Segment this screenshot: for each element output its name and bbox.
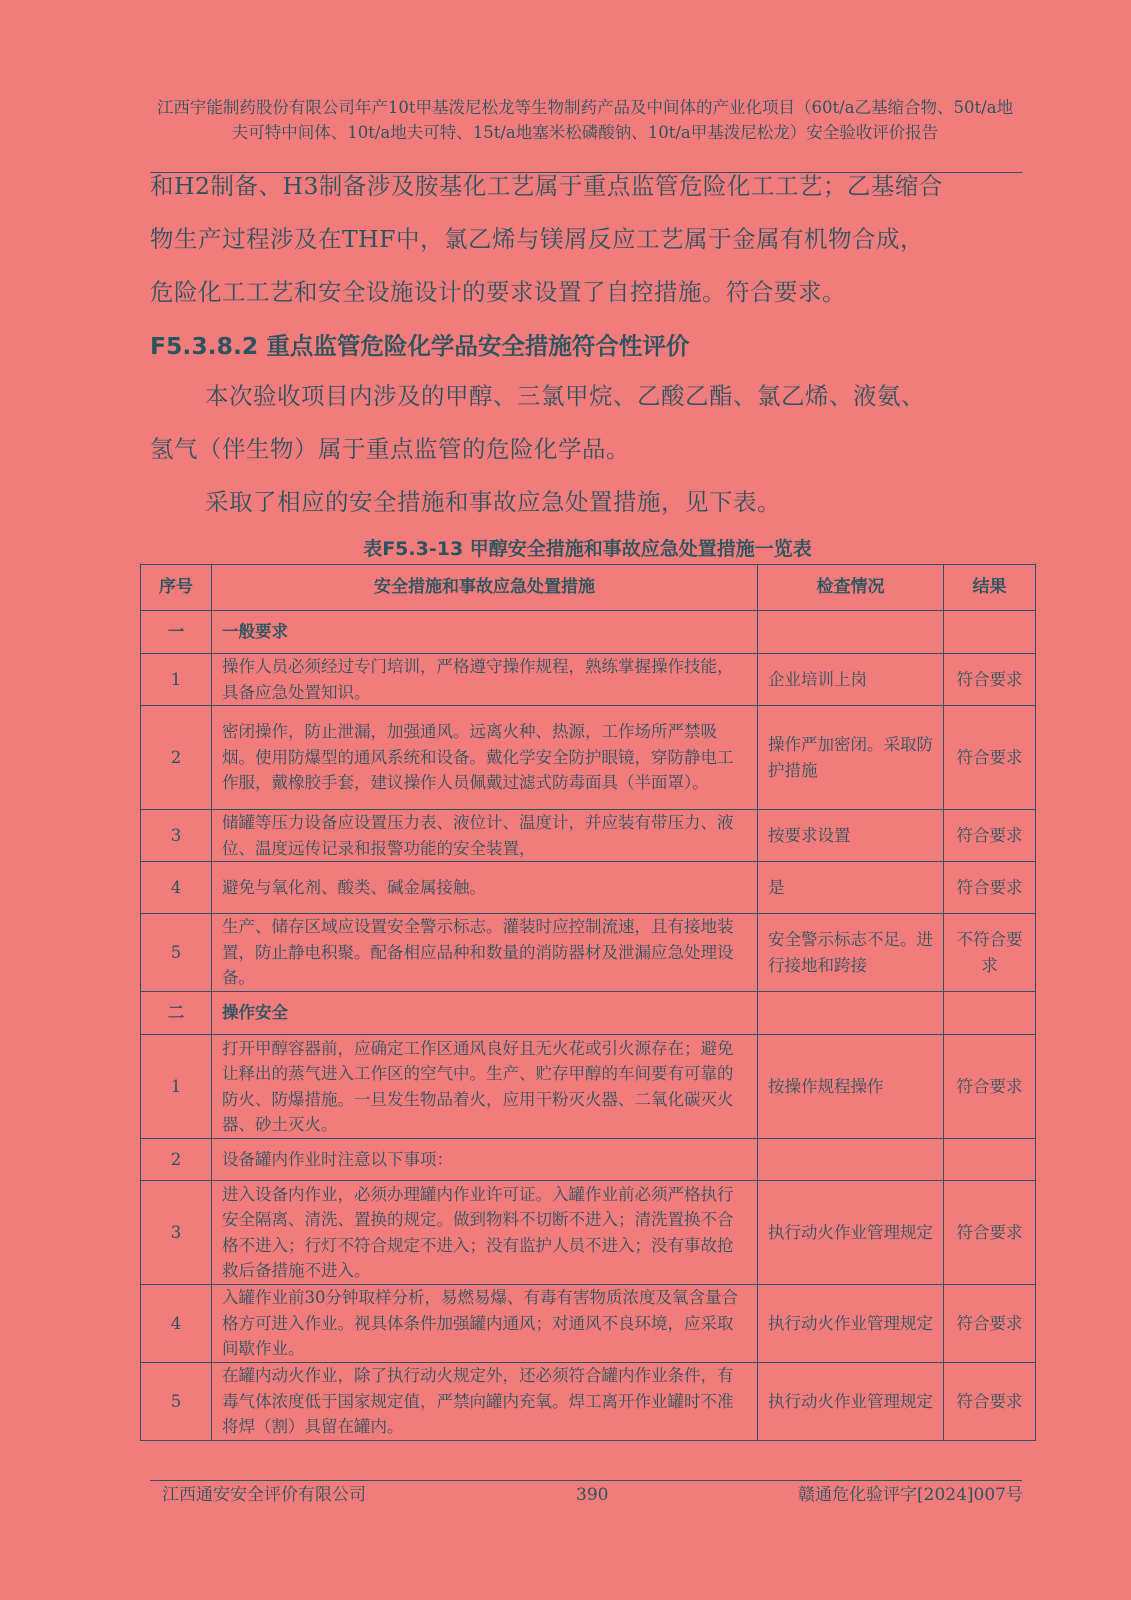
row-check: 执行动火作业管理规定 — [758, 1181, 944, 1285]
footer-company: 江西通安安全评价有限公司 — [162, 1485, 366, 1505]
table-row — [141, 862, 1036, 914]
row-result: 符合要求 — [944, 862, 1036, 914]
safety-measures-table — [140, 564, 1036, 1441]
header-check: 检查情况 — [758, 565, 944, 611]
row-measure: 入罐作业前30分钟取样分析，易燃易爆、有毒有害物质浓度及氧含量合格方可进入作业。视具体条件加强罐内通风；对通风不良环境，应采取间歇作业。 — [212, 1285, 758, 1363]
table-row — [141, 1035, 1036, 1139]
section-no: 一 — [141, 611, 212, 654]
paragraph-line: 物生产过程涉及在THF中，氯乙烯与镁屑反应工艺属于金属有机物合成， — [150, 225, 924, 253]
row-result: 符合要求 — [944, 1285, 1036, 1363]
row-check: 企业培训上岗 — [758, 654, 944, 706]
row-no: 4 — [141, 862, 212, 914]
row-no: 1 — [141, 1035, 212, 1139]
row-result: 符合要求 — [944, 706, 1036, 810]
header-measures: 安全措施和事故应急处置措施 — [212, 565, 758, 611]
row-no: 3 — [141, 810, 212, 862]
table-row — [141, 1285, 1036, 1363]
section-heading: F5.3.8.2 重点监管危险化学品安全措施符合性评价 — [150, 332, 690, 360]
row-measure: 生产、储存区域应设置安全警示标志。灌装时应控制流速，且有接地装置，防止静电积聚。配备相应品种和数量的消防器材及泄漏应急处理设备。 — [212, 914, 758, 992]
row-result: 符合要求 — [944, 1363, 1036, 1441]
row-result: 不符合要求 — [944, 914, 1036, 992]
row-check — [758, 1139, 944, 1181]
row-no: 3 — [141, 1181, 212, 1285]
row-measure: 打开甲醇容器前，应确定工作区通风良好且无火花或引火源存在；避免让释出的蒸气进入工作区的空气中。生产、贮存甲醇的车间要有可靠的防火、防爆措施。一旦发生物品着火，应用干粉灭火器、二氧化碳灭火器、砂土灭火。 — [212, 1035, 758, 1139]
row-check: 执行动火作业管理规定 — [758, 1363, 944, 1441]
row-check: 是 — [758, 862, 944, 914]
document-number: 赣通危化验评字[2024]007号 — [798, 1485, 1023, 1505]
row-measure: 避免与氧化剂、酸类、碱金属接触。 — [212, 862, 758, 914]
table-row — [141, 810, 1036, 862]
table-row — [141, 1181, 1036, 1285]
page-number: 390 — [576, 1485, 609, 1505]
header-no: 序号 — [141, 565, 212, 611]
paragraph-line: 氢气（伴生物）属于重点监管的危险化学品。 — [150, 435, 630, 463]
row-check: 安全警示标志不足。进行接地和跨接 — [758, 914, 944, 992]
row-result: 符合要求 — [944, 654, 1036, 706]
table-row — [141, 914, 1036, 992]
table-row — [141, 1363, 1036, 1441]
row-check: 按操作规程操作 — [758, 1035, 944, 1139]
paragraph-line: 本次验收项目内涉及的甲醇、三氯甲烷、乙酸乙酯、氯乙烯、液氨、 — [205, 382, 925, 410]
table-title: 表F5.3-13 甲醇安全措施和事故应急处置措施一览表 — [363, 538, 812, 560]
table-row — [141, 706, 1036, 810]
row-result: 符合要求 — [944, 1035, 1036, 1139]
row-result: 符合要求 — [944, 1181, 1036, 1285]
footer-divider — [150, 1480, 1022, 1481]
section-name: 操作安全 — [212, 992, 758, 1035]
paragraph-line: 危险化工工艺和安全设施设计的要求设置了自控措施。符合要求。 — [150, 278, 846, 306]
row-check: 按要求设置 — [758, 810, 944, 862]
section-no: 二 — [141, 992, 212, 1035]
row-measure: 储罐等压力设备应设置压力表、液位计、温度计，并应装有带压力、液位、温度远传记录和报警功能的安全装置， — [212, 810, 758, 862]
row-measure: 在罐内动火作业，除了执行动火规定外，还必须符合罐内作业条件，有毒气体浓度低于国家规定值，严禁向罐内充氧。焊工离开作业罐时不准将焊（割）具留在罐内。 — [212, 1363, 758, 1441]
table-header-row — [141, 565, 1036, 611]
row-check: 操作严加密闭。采取防护措施 — [758, 706, 944, 810]
report-header-title: 江西宇能制药股份有限公司年产10t甲基泼尼松龙等生物制药产品及中间体的产业化项目（60t/a乙基缩合物、50t/a地夫可特中间体、10t/a地夫可特、15t/a地塞米松磷酸钠、10t/a甲基泼尼松龙）安全验收评价报告 — [156, 98, 1014, 142]
paragraph-line: 采取了相应的安全措施和事故应急处置措施，见下表。 — [205, 488, 781, 516]
row-measure: 设备罐内作业时注意以下事项： — [212, 1139, 758, 1181]
row-no: 5 — [141, 1363, 212, 1441]
row-result — [944, 1139, 1036, 1181]
row-no: 1 — [141, 654, 212, 706]
row-no: 5 — [141, 914, 212, 992]
table-row — [141, 654, 1036, 706]
row-result: 符合要求 — [944, 810, 1036, 862]
header-result: 结果 — [944, 565, 1036, 611]
row-measure: 操作人员必须经过专门培训，严格遵守操作规程，熟练掌握操作技能，具备应急处置知识。 — [212, 654, 758, 706]
row-measure: 进入设备内作业，必须办理罐内作业许可证。入罐作业前必须严格执行安全隔离、清洗、置换的规定。做到物料不切断不进入；清洗置换不合格不进入；行灯不符合规定不进入；没有监护人员不进入；没有事故抢救后备措施不进入。 — [212, 1181, 758, 1285]
table-section-row — [141, 992, 1036, 1035]
row-measure: 密闭操作，防止泄漏，加强通风。远离火种、热源，工作场所严禁吸烟。使用防爆型的通风系统和设备。戴化学安全防护眼镜，穿防静电工作服，戴橡胶手套，建议操作人员佩戴过滤式防毒面具（半面罩）。 — [212, 706, 758, 810]
section-name: 一般要求 — [212, 611, 758, 654]
row-check: 执行动火作业管理规定 — [758, 1285, 944, 1363]
table-row — [141, 1139, 1036, 1181]
table-section-row — [141, 611, 1036, 654]
paragraph-line: 和H2制备、H3制备涉及胺基化工艺属于重点监管危险化工工艺；乙基缩合 — [150, 172, 943, 200]
row-no: 4 — [141, 1285, 212, 1363]
row-no: 2 — [141, 706, 212, 810]
row-no: 2 — [141, 1139, 212, 1181]
